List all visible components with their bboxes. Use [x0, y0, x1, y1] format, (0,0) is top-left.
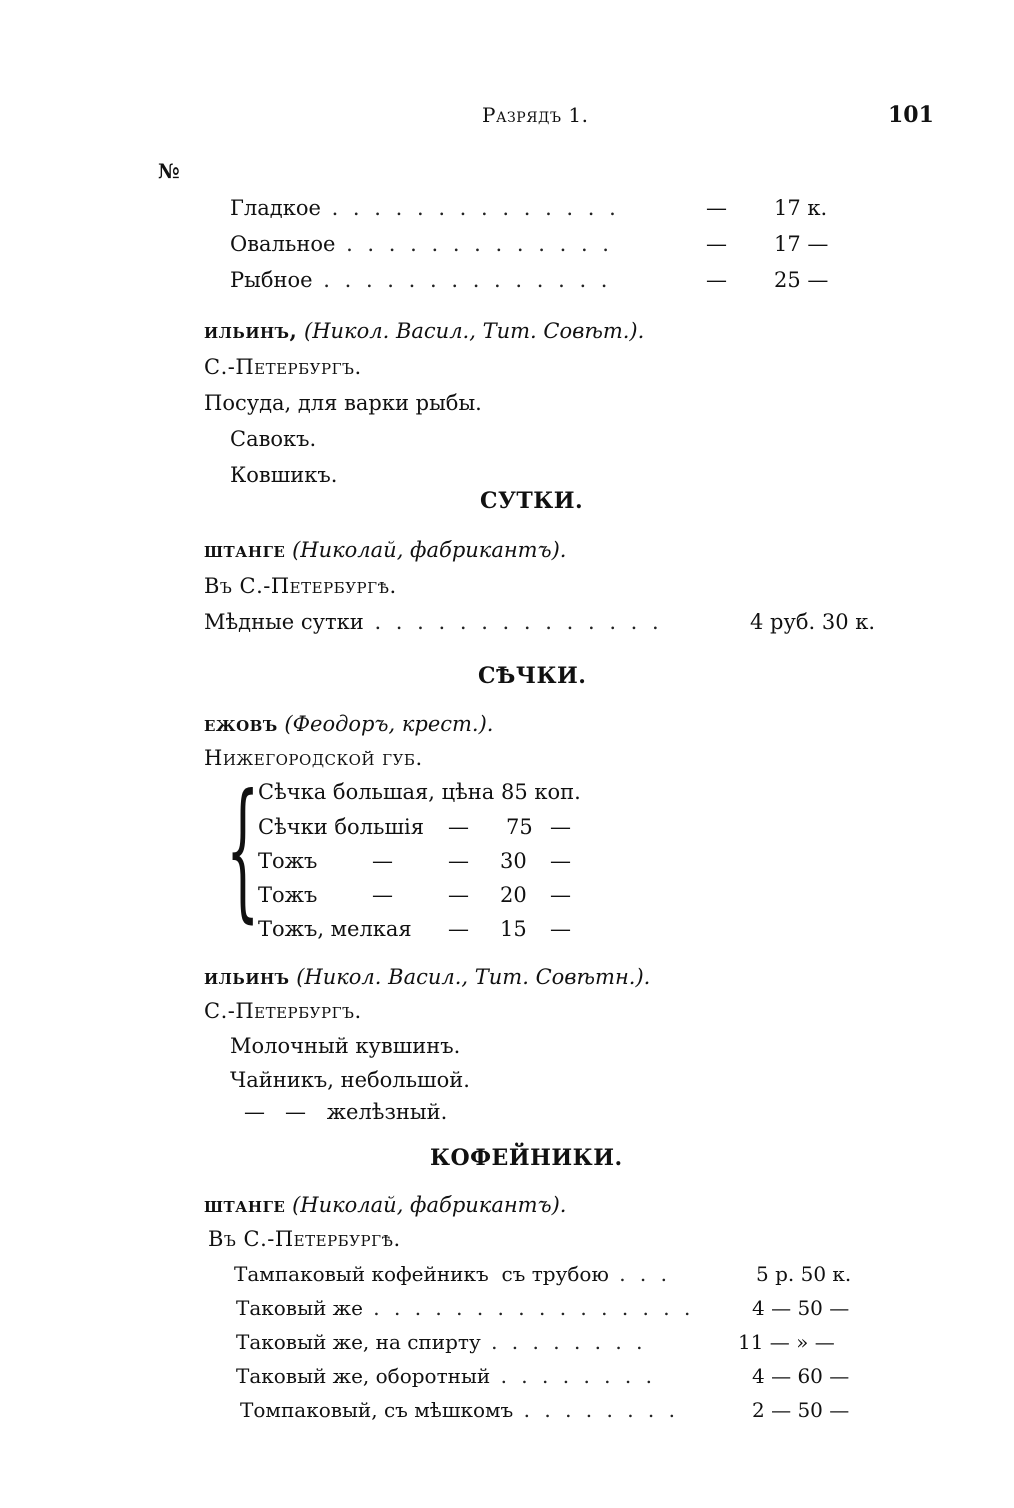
row-label: Тожъ: [258, 849, 318, 873]
region: Нижегородской губ.: [204, 746, 423, 770]
maker-entry: [204, 1192, 566, 1218]
list-item: [234, 1261, 671, 1287]
leader-dots: . . . . . . . . . . . . . . . .: [362, 1296, 695, 1320]
maker-details: (Никол. Васил., Тит. Совѣтн.).: [296, 965, 651, 989]
row-number: 75: [506, 815, 533, 839]
row-dash: —: [448, 849, 469, 873]
leader-dots: . . . . . . . . . . . . . .: [320, 196, 620, 220]
leader-dots: . . . . . . . .: [513, 1398, 679, 1422]
item-price: 4 — 50 —: [752, 1296, 850, 1320]
category: Посуда, для варки рыбы.: [204, 391, 482, 415]
item-price: 4 — 60 —: [752, 1364, 850, 1388]
city: С.-Петербургъ.: [204, 355, 362, 379]
row-number: 30: [500, 849, 527, 873]
maker-entry: [204, 318, 644, 344]
list-item: [230, 231, 613, 257]
leader-dots: . . . . . . . .: [480, 1330, 647, 1354]
maker-name: ильинъ: [204, 964, 290, 989]
row-number: 20: [500, 883, 527, 907]
list-item: [236, 1295, 694, 1321]
number-sign: №: [158, 159, 180, 183]
maker-details: (Феодоръ, крест.).: [284, 712, 494, 736]
ditto-dashes: — —: [244, 1100, 307, 1124]
list-item: Савокъ.: [230, 427, 317, 451]
item-price: 25 —: [774, 268, 829, 292]
maker-entry: [204, 964, 650, 990]
running-title: Разрядъ 1.: [482, 103, 589, 127]
item-price: 2 — 50 —: [752, 1398, 850, 1422]
row-dash: —: [550, 849, 571, 873]
list-item: [230, 267, 611, 293]
row-dash: —: [550, 815, 571, 839]
maker-details: (Николай, фабрикантъ).: [292, 538, 567, 562]
leader-dots: . . . . . . . .: [490, 1364, 656, 1388]
item-label: Таковый же: [236, 1296, 363, 1320]
item-label: Таковый же, на спирту: [236, 1330, 481, 1354]
first-line: Сѣчка большая, цѣна 85 коп.: [258, 780, 581, 804]
list-item: [244, 1099, 447, 1125]
maker-entry: [204, 537, 566, 563]
item-label: Таковый же, оборотный: [236, 1364, 491, 1388]
item-label: желѣзный.: [326, 1100, 448, 1124]
leader-dots: . . . . . . . . . . . . . .: [363, 610, 663, 634]
city: Въ С.-Петербургѣ.: [204, 574, 397, 598]
row-dash: —: [448, 815, 469, 839]
row-number: 15: [500, 917, 527, 941]
row-dash: —: [372, 883, 393, 907]
row-label: Сѣчки большія: [258, 815, 424, 839]
maker-entry: [204, 711, 493, 737]
curly-brace-icon: {: [226, 763, 260, 937]
maker-name: штанге: [204, 1192, 286, 1217]
section-heading: КОФЕЙНИКИ.: [430, 1145, 623, 1171]
section-heading: СѢЧКИ.: [478, 663, 587, 689]
maker-name: ежовъ: [204, 711, 278, 736]
item-price: 17 —: [774, 232, 829, 256]
item-price: 4 руб. 30 к.: [750, 610, 876, 634]
list-item: [236, 1363, 656, 1389]
page-number: 101: [888, 102, 934, 128]
city: С.-Петербургъ.: [204, 999, 362, 1023]
item-label: Рыбное: [230, 268, 313, 292]
item-price: 17 к.: [774, 196, 828, 220]
item-label: Гладкое: [230, 196, 321, 220]
list-item: Ковшикъ.: [230, 463, 338, 487]
leader-dots: . . . . . . . . . . . . .: [335, 232, 613, 256]
item-dash: —: [706, 196, 727, 220]
list-item: [240, 1397, 679, 1423]
city: Въ С.-Петербургѣ.: [208, 1227, 401, 1251]
maker-details: (Николай, фабрикантъ).: [292, 1193, 567, 1217]
item-price: 11 — » —: [738, 1330, 835, 1354]
maker-name: штанге: [204, 537, 286, 562]
section-heading: СУТКИ.: [480, 488, 584, 514]
row-dash: —: [550, 883, 571, 907]
list-item: [236, 1329, 646, 1355]
row-dash: —: [550, 917, 571, 941]
row-dash: —: [372, 849, 393, 873]
row-label: Тожъ, мелкая: [258, 917, 412, 941]
row-dash: —: [448, 883, 469, 907]
row-label: Тожъ: [258, 883, 318, 907]
list-item: Молочный кувшинъ.: [230, 1034, 461, 1058]
leader-dots: . . .: [608, 1262, 672, 1286]
list-item: Чайникъ, небольшой.: [230, 1068, 470, 1092]
item-dash: —: [706, 232, 727, 256]
maker-details: (Никол. Васил., Тит. Совѣт.).: [304, 319, 645, 343]
row-dash: —: [448, 917, 469, 941]
item-dash: —: [706, 268, 727, 292]
item-label: Овальное: [230, 232, 336, 256]
list-item: [230, 195, 620, 221]
item-label: Томпаковый, съ мѣшкомъ: [240, 1398, 514, 1422]
leader-dots: . . . . . . . . . . . . . .: [312, 268, 612, 292]
item-price: 5 р. 50 к.: [756, 1262, 852, 1286]
item-label: Тампаковый кофейникъ съ трубою: [234, 1262, 609, 1286]
item-label: Мѣдные сутки: [204, 610, 364, 634]
maker-name: ильинъ,: [204, 318, 298, 343]
list-item: [204, 609, 663, 635]
